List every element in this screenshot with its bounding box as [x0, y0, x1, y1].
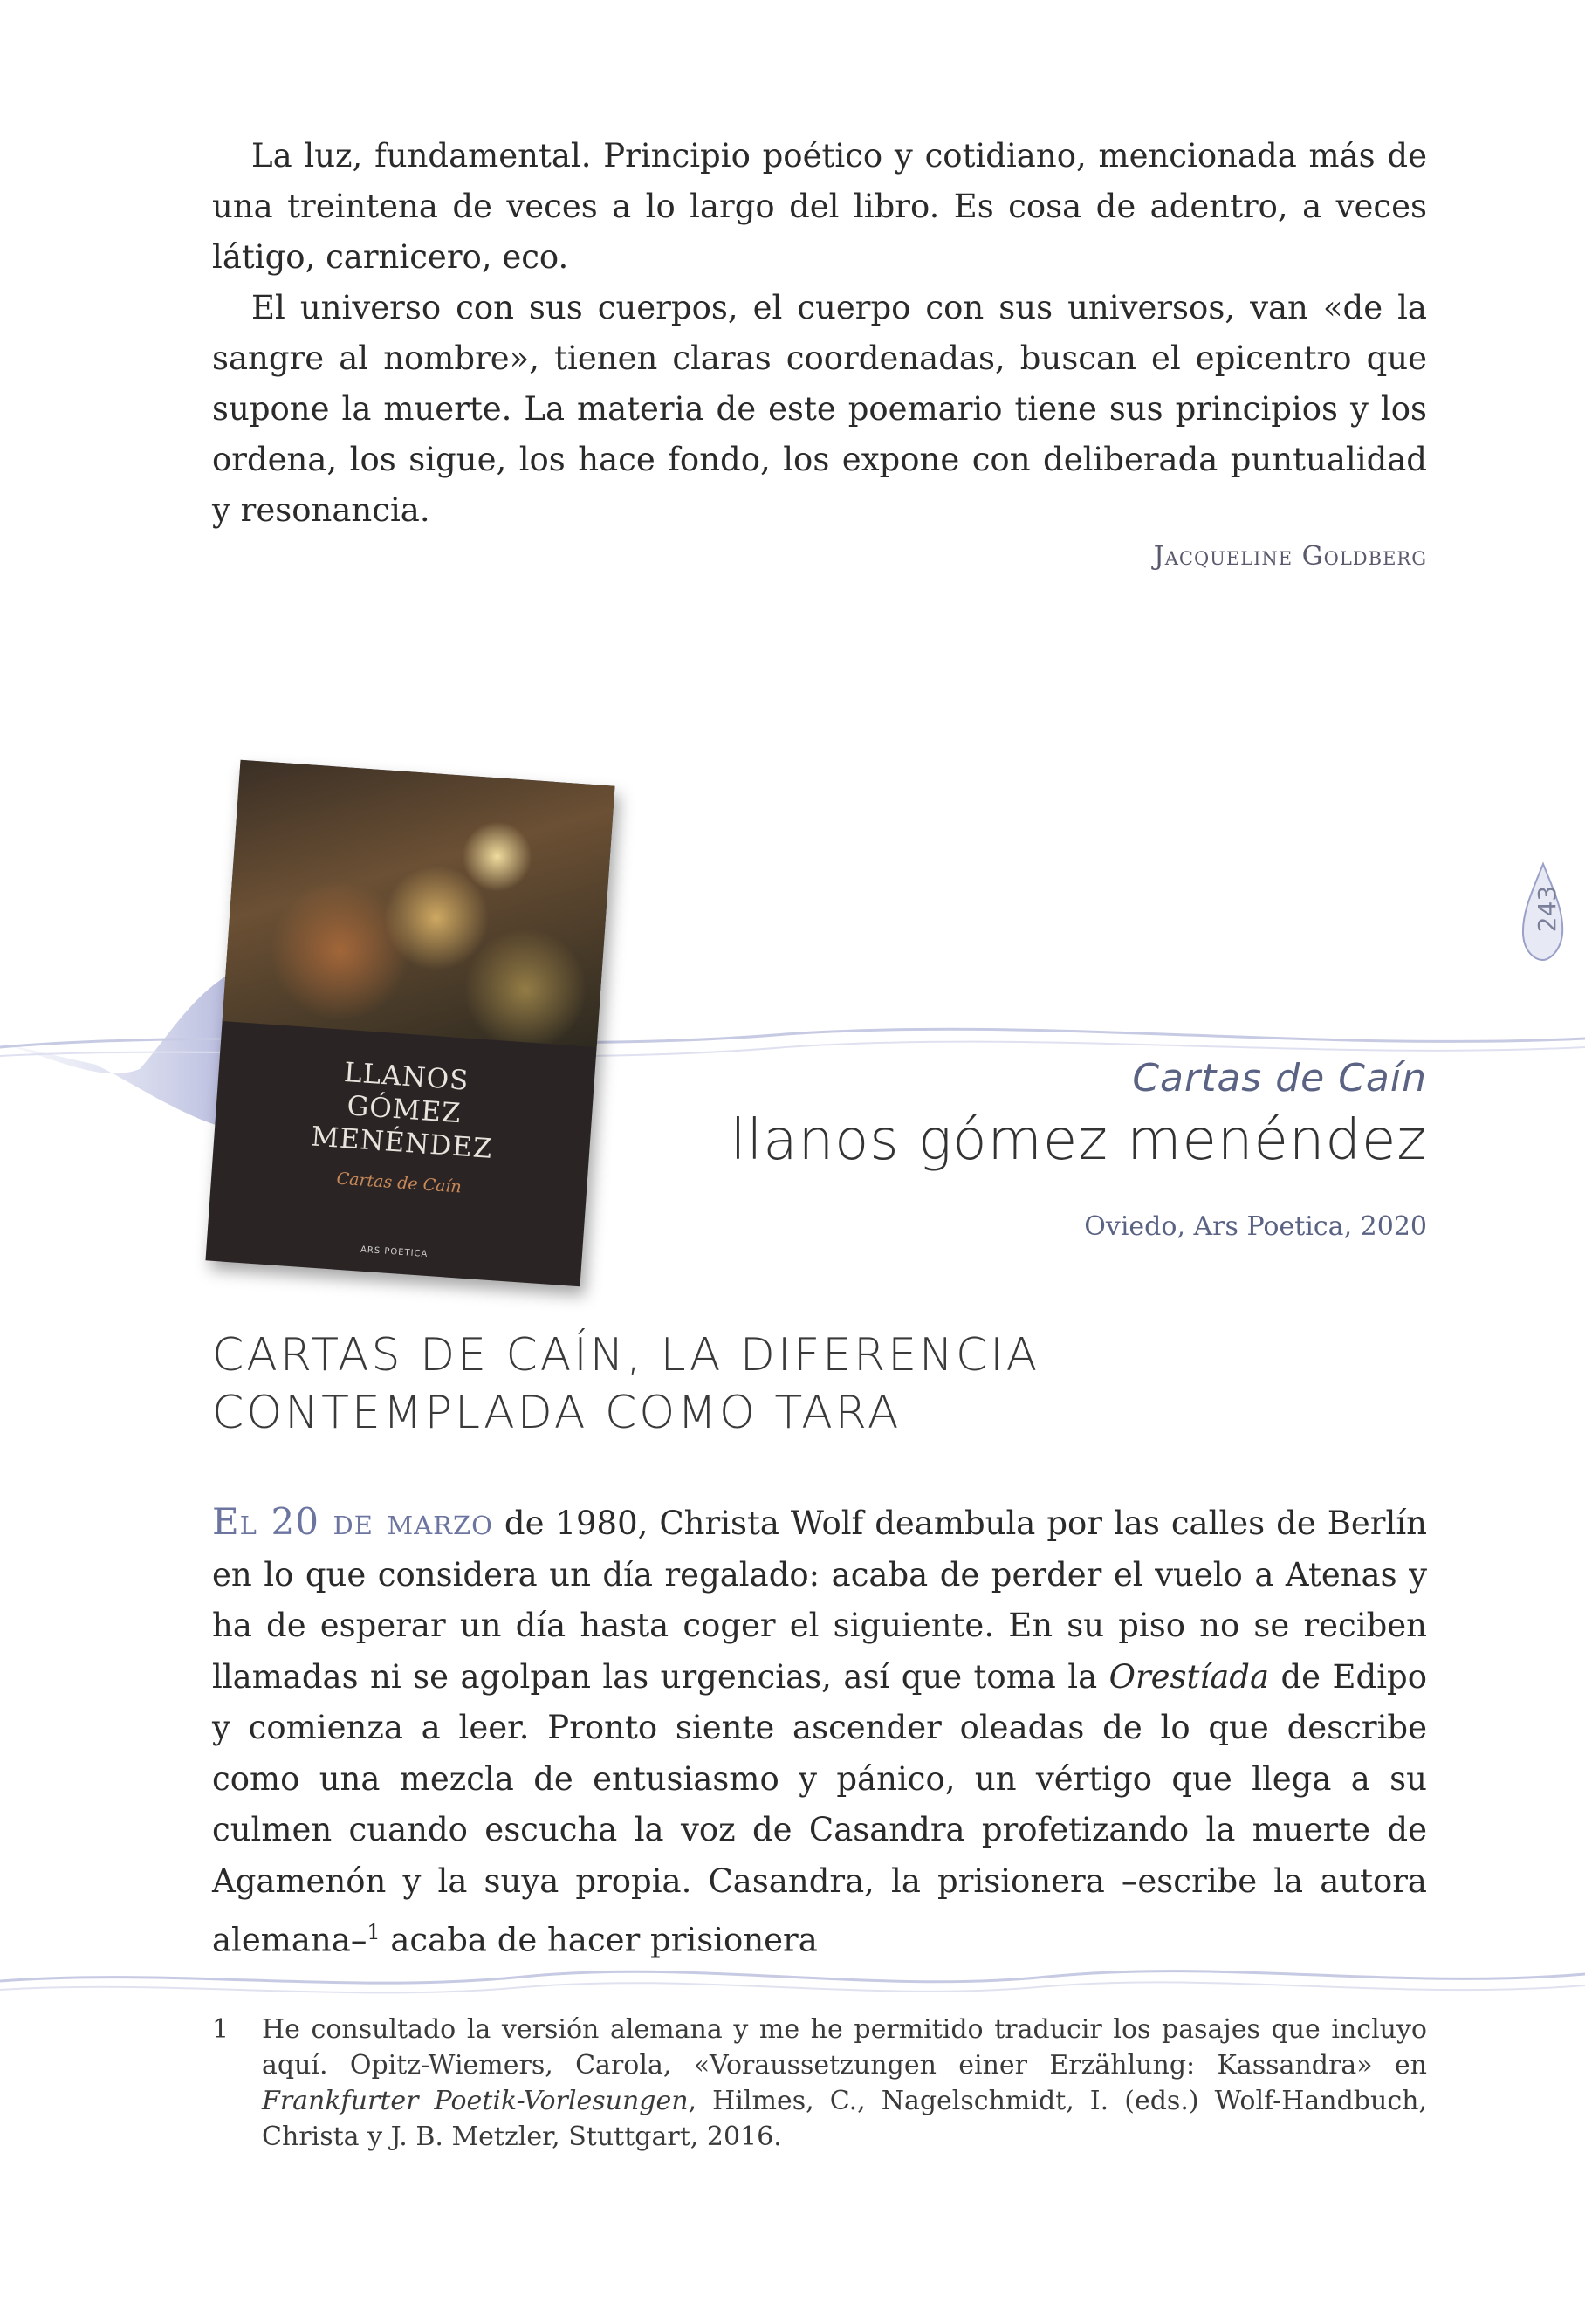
review-lead: El 20 de marzo — [212, 1500, 493, 1543]
page-number-marker — [1519, 860, 1567, 964]
footnote — [212, 2012, 1427, 2155]
footnote-text-2: , Hilmes, C., Nagelschmidt, I. (eds.) Wolf-Handbuch, Christa y J. B. Metzler, Stuttgart, 2016. — [262, 2086, 1428, 2152]
cover-publisher: ARS POETICA — [360, 1244, 429, 1260]
review-title: CARTAS DE CAÍN, LA DIFERENCIA CONTEMPLADA COMO TARA — [212, 1329, 1040, 1439]
book-publication: Oviedo, Ars Poetica, 2020 — [1084, 1211, 1427, 1242]
intro-paragraph-2: El universo con sus cuerpos, el cuerpo con sus universos, van «de la sangre al nombre», tienen claras coordenadas, buscan el epicentro que supone la muerte. La materia de este poemario tiene sus principios y los ordena, los sigue, los hace fondo, los expone con deliberada puntualidad y resonancia. — [212, 289, 1427, 529]
review-body — [212, 1497, 1427, 1966]
review-text-1: de 1980, Christa Wolf deambula por las calles de Berlín en lo que considera un día regalado: acaba de perder el vuelo a Atenas y ha de esperar un día hasta coger el siguiente. En su piso no se reciben llamadas ni se agolpan las urgencias, así que toma la — [212, 1505, 1427, 1696]
footnote-text-1: He consultado la versión alemana y me he permitido traducir los pasajes que incluyo aquí. Opitz-Wiemers, Carola, «Voraussetzungen einer Erzählung: Kassandra» en — [262, 2014, 1427, 2081]
review-text-2: de Edipo y comienza a leer. Pronto siente ascender oleadas de lo que describe como una mezcla de entusiasmo y pánico, un vértigo que llega a su culmen cuando escucha la voz de Casandra profetizando la muerte de Agamenón y la suya propia. Casandra, la prisionera –escribe la autora alemana– — [212, 1657, 1427, 1959]
footnote-number: 1 — [212, 2014, 230, 2045]
cover-photo — [223, 760, 615, 1047]
footnote-italic: Frankfurter Poetik-Vorlesungen — [262, 2086, 689, 2116]
review-text-3: acaba de hacer prisionera — [380, 1921, 818, 1959]
book-cover-image — [205, 760, 614, 1287]
cover-author-line: MENÉNDEZ — [310, 1121, 494, 1165]
footnote-text — [262, 2012, 1427, 2155]
book-author: llanos gómez menéndez — [730, 1108, 1427, 1173]
review-italic-title: Orestíada — [1108, 1657, 1270, 1696]
cover-author-line: GÓMEZ — [346, 1090, 463, 1130]
book-title: Cartas de Caín — [1132, 1056, 1427, 1100]
cover-author-line: LLANOS — [342, 1056, 470, 1097]
footnote-reference[interactable]: 1 — [367, 1920, 381, 1944]
page-number: 243 — [1533, 885, 1562, 933]
cover-author — [214, 1047, 595, 1173]
review-signature: Jacqueline Goldberg — [1153, 541, 1427, 572]
intro-paragraph-1: La luz, fundamental. Principio poético y cotidiano, mencionada más de una treintena de veces a lo largo del libro. Es cosa de adentro, a veces látigo, carnicero, eco. — [212, 137, 1427, 276]
cover-title: Cartas de Caín — [335, 1169, 463, 1197]
